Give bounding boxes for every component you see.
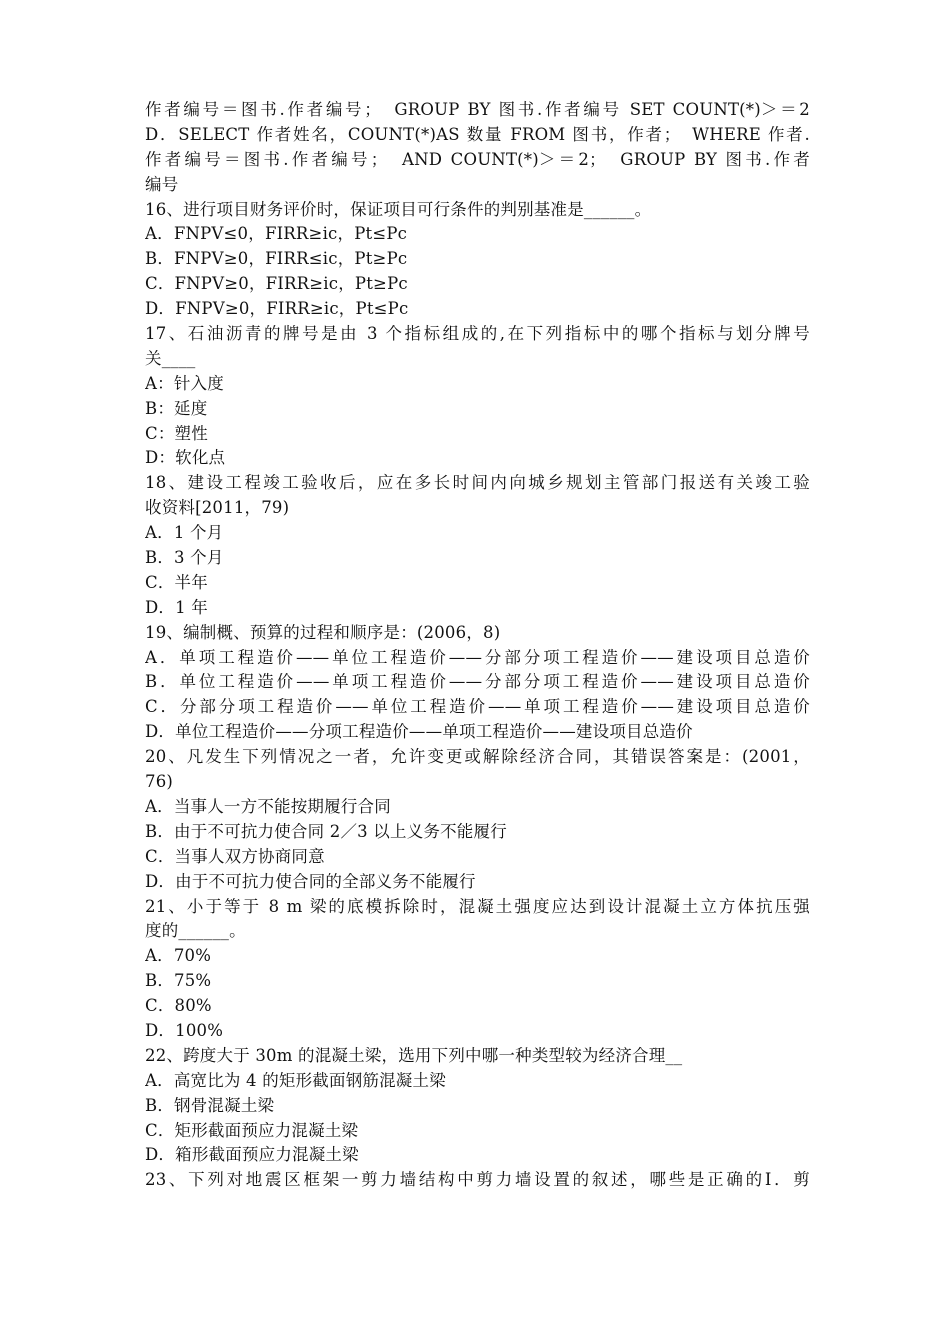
question-23: 23、下列对地震区框架一剪力墙结构中剪力墙设置的叙述，哪些是正确的Ⅰ．剪 bbox=[145, 1170, 810, 1190]
text-line: 作者编号＝图书.作者编号； GROUP BY 图书.作者编号 SET COUNT(*)＞＝2 bbox=[145, 100, 810, 119]
option-d: D：软化点 bbox=[145, 448, 226, 468]
text-line: 度的______。 bbox=[145, 921, 246, 941]
option-c: C．FNPV≥0，FIRR≥ic，Pt≥Pc bbox=[145, 274, 408, 294]
text-line: D．SELECT 作者姓名，COUNT(*)AS 数量 FROM 图书，作者； WHERE 作者. bbox=[145, 124, 810, 144]
option-d: D．单位工程造价——分项工程造价——单项工程造价——建设项目总造价 bbox=[145, 722, 693, 742]
option-a: A．1 个月 bbox=[145, 523, 224, 543]
option-c: C：塑性 bbox=[145, 423, 208, 443]
question-16: 16、进行项目财务评价时，保证项目可行条件的判别基准是______。 bbox=[145, 199, 652, 219]
text-line: 76) bbox=[145, 772, 174, 792]
option-d: D．1 年 bbox=[145, 597, 208, 617]
text-line: 收资料[2011，79) bbox=[145, 498, 290, 518]
option-b: B．75% bbox=[145, 971, 212, 991]
option-c: C．矩形截面预应力混凝土梁 bbox=[145, 1120, 359, 1140]
option-d: D．FNPV≥0，FIRR≥ic，Pt≤Pc bbox=[145, 299, 409, 319]
option-d: D．100% bbox=[145, 1020, 224, 1040]
option-a: A．当事人一方不能按期履行合同 bbox=[145, 796, 391, 816]
question-22: 22、跨度大于 30m 的混凝土梁，选用下列中哪一种类型较为经济合理__ bbox=[145, 1045, 683, 1065]
option-c: C．分部分项工程造价——单位工程造价——单项工程造价——建设项目总造价 bbox=[145, 697, 810, 717]
option-c: C．80% bbox=[145, 996, 212, 1016]
option-c: C．当事人双方协商同意 bbox=[145, 846, 325, 866]
option-b: B．3 个月 bbox=[145, 548, 224, 568]
document-page bbox=[145, 98, 810, 1193]
question-18: 18、建设工程竣工验收后，应在多长时间内向城乡规划主管部门报送有关竣工验 bbox=[145, 473, 810, 493]
question-19: 19、编制概、预算的过程和顺序是：(2006，8) bbox=[145, 622, 501, 642]
option-a: A．单项工程造价——单位工程造价——分部分项工程造价——建设项目总造价 bbox=[145, 647, 810, 667]
text-line: 作者编号＝图书.作者编号； AND COUNT(*)＞＝2； GROUP BY 图书.作者 bbox=[145, 149, 810, 169]
question-20: 20、凡发生下列情况之一者，允许变更或解除经济合同，其错误答案是：(2001， bbox=[145, 747, 810, 767]
option-a: A．FNPV≤0，FIRR≥ic，Pt≤Pc bbox=[145, 224, 408, 244]
text-line: 编号 bbox=[145, 174, 179, 194]
option-a: A．70% bbox=[145, 946, 212, 966]
option-b: B．FNPV≥0，FIRR≤ic，Pt≥Pc bbox=[145, 249, 408, 269]
text-line: 关____ bbox=[145, 348, 196, 368]
option-b: B．由于不可抗力使合同 2／3 以上义务不能履行 bbox=[145, 821, 507, 841]
option-d: D．由于不可抗力使合同的全部义务不能履行 bbox=[145, 871, 476, 891]
option-d: D．箱形截面预应力混凝土梁 bbox=[145, 1145, 359, 1165]
option-b: B．钢骨混凝土梁 bbox=[145, 1095, 275, 1115]
option-b: B．单位工程造价——单项工程造价——分部分项工程造价——建设项目总造价 bbox=[145, 672, 810, 692]
option-a: A．高宽比为 4 的矩形截面钢筋混凝土梁 bbox=[145, 1070, 446, 1090]
option-b: B：延度 bbox=[145, 398, 208, 418]
question-17: 17、石油沥青的牌号是由 3 个指标组成的,在下列指标中的哪个指标与划分牌号 bbox=[145, 324, 810, 344]
option-a: A：针入度 bbox=[145, 373, 224, 393]
option-c: C．半年 bbox=[145, 572, 208, 592]
question-21: 21、小于等于 8 m 梁的底模拆除时，混凝土强度应达到设计混凝土立方体抗压强 bbox=[145, 896, 810, 916]
